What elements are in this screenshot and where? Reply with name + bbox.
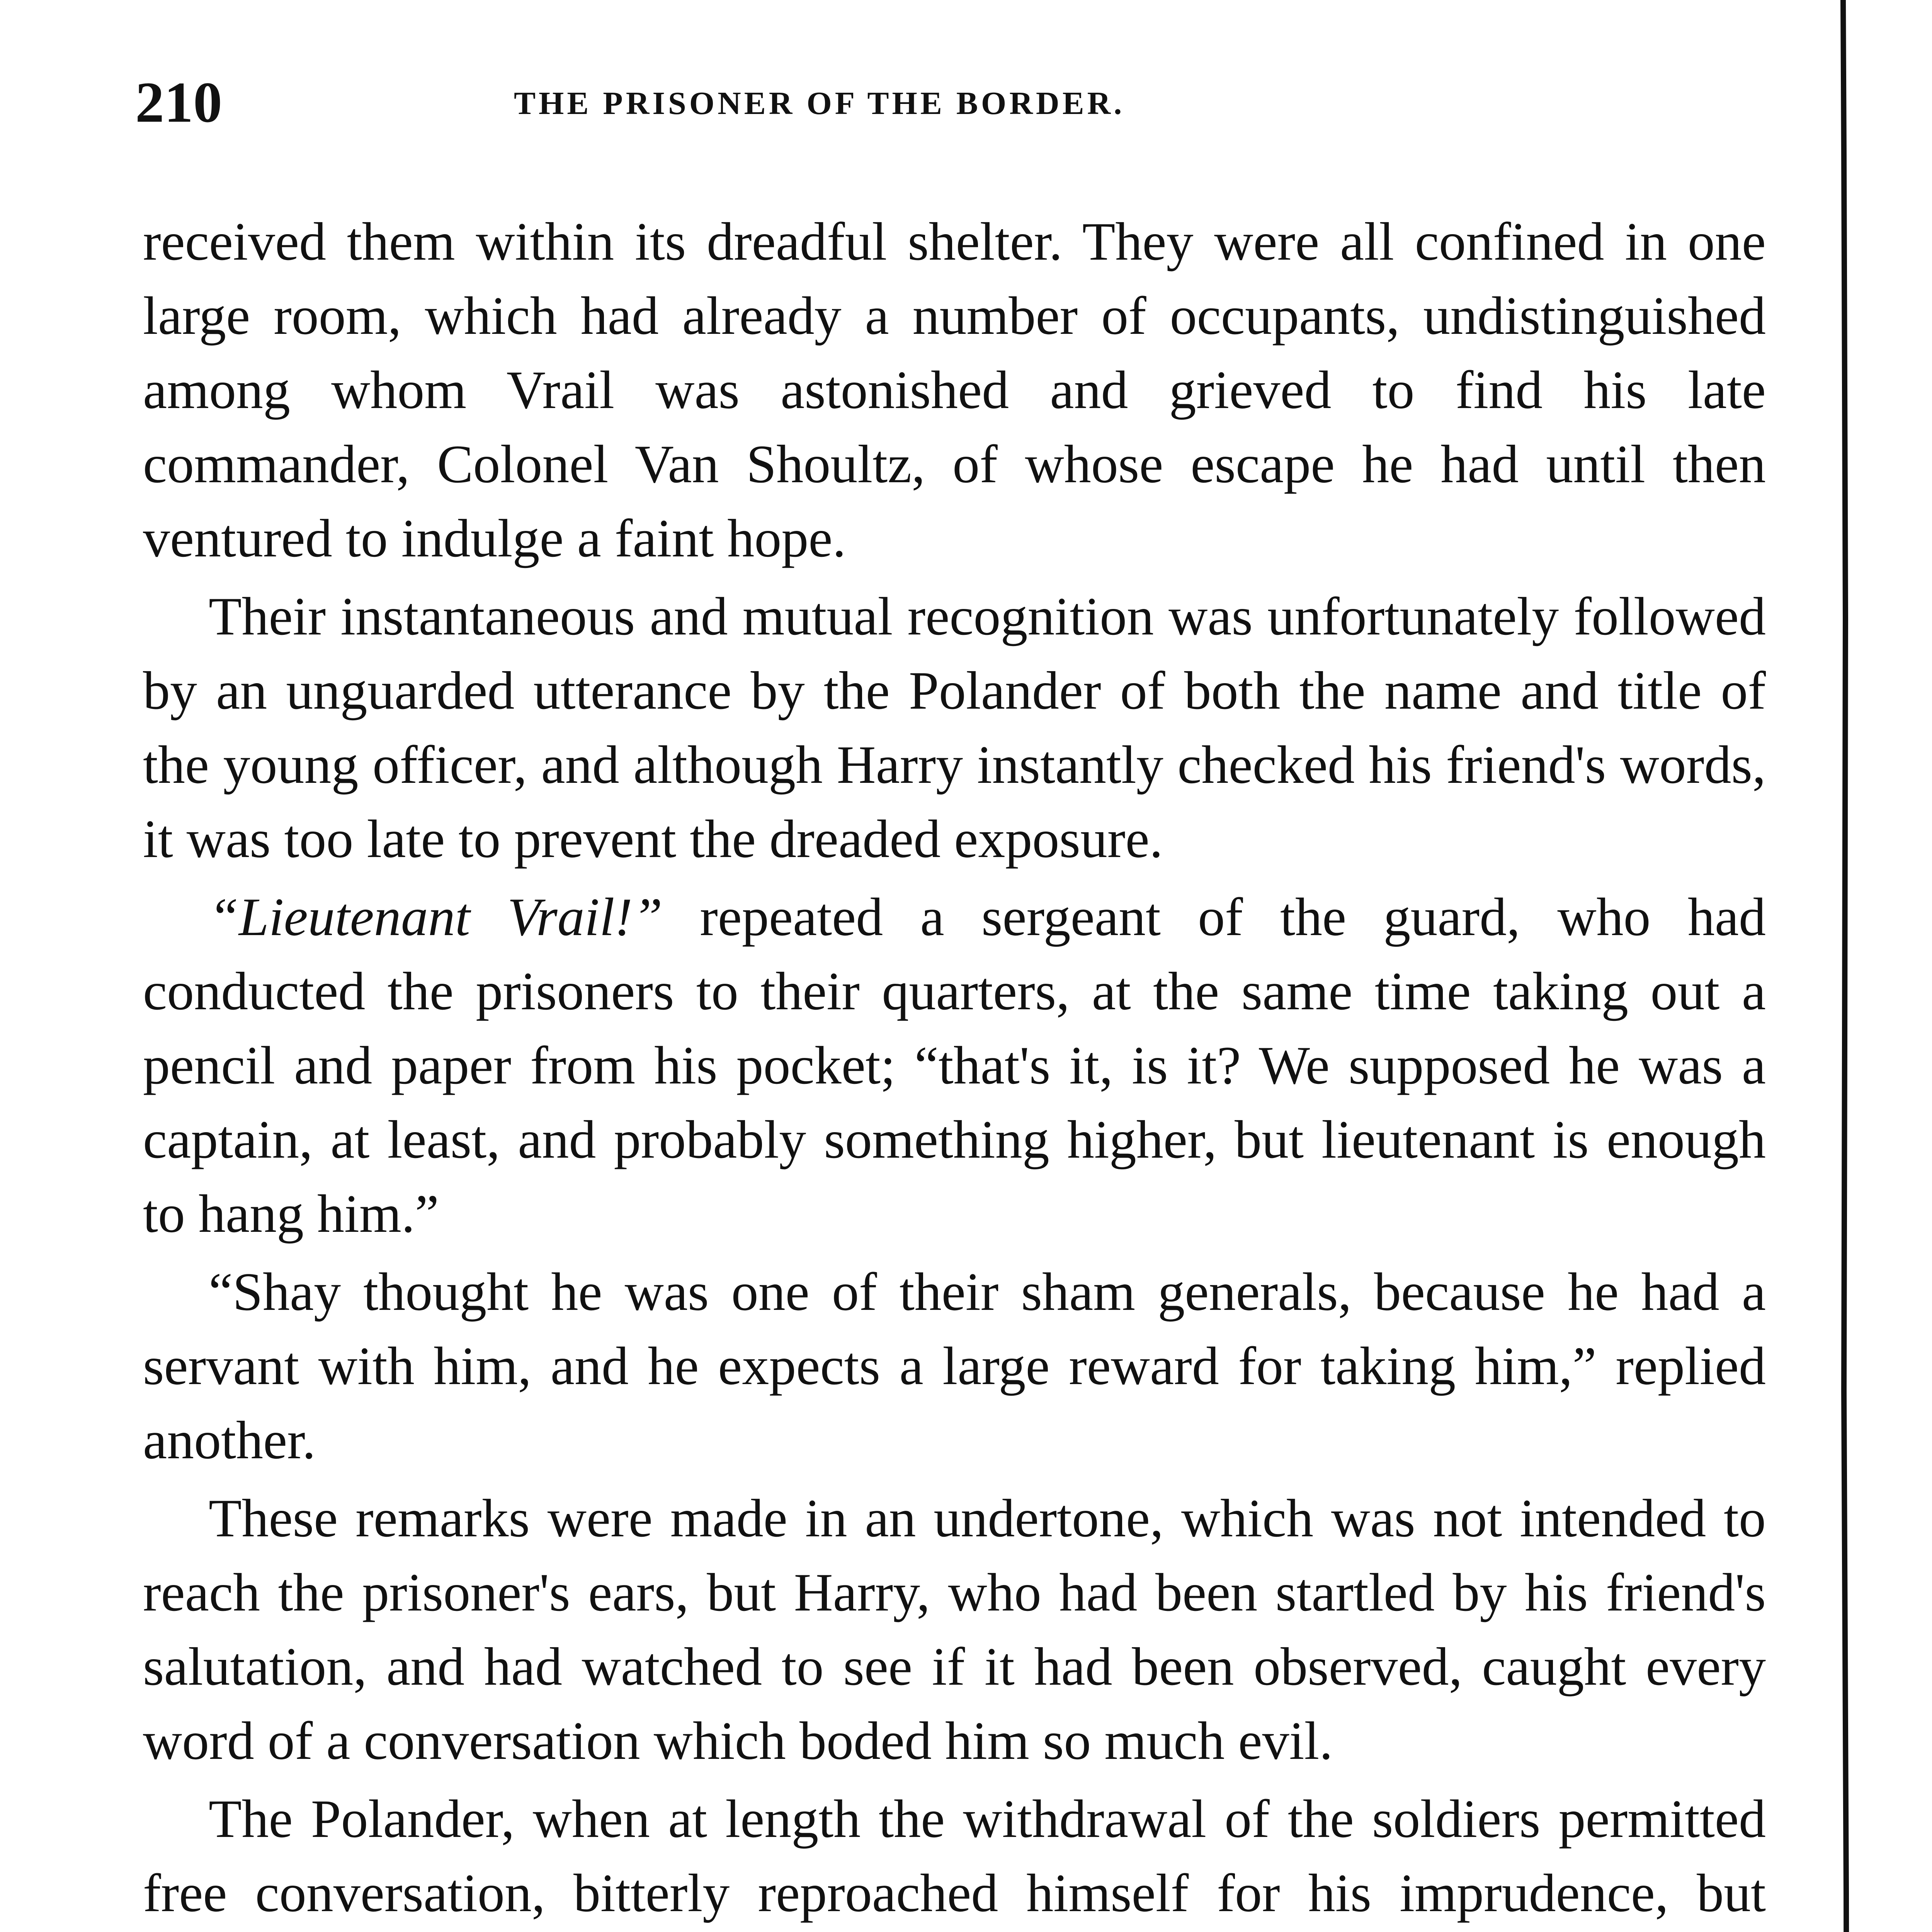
paragraph-3 <box>143 880 1766 1251</box>
page-number: 210 <box>135 70 222 134</box>
paragraph-3-text: repeated a sergeant of the guard, who had conducted the prisoners to their quarters, at the same time taking out a pencil and paper from his pocket; “that's it, is it? We supposed he was a captain, at least, and probably something higher, but lieutenant is enough to hang him.” <box>143 887 1766 1244</box>
paragraph-5: These remarks were made in an undertone, which was not intended to reach the prisoner's ears, but Harry, who had been startled by his friend's salutation, and had watched to see if it had been observed, caught every word of a conversation which boded him so much evil. <box>143 1488 1766 1771</box>
running-head: THE PRISONER OF THE BORDER. <box>514 85 1125 121</box>
paragraph-6: The Polander, when at length the withdrawal of the soldiers permitted free conversation, bitterly reproached himself for his imprudence, but <box>143 1789 1766 1923</box>
paragraph-1: received them within its dreadful shelter. They were all confined in one large room, which had already a number of occupants, undistinguished among whom Vrail was astonished and grieved to find his late commander, Colonel Van Shoultz, of whose escape he had until then ventured to indulge a faint hope. <box>143 212 1766 568</box>
body-text <box>143 205 1766 1932</box>
page-header <box>135 68 1797 137</box>
paragraph-2: Their instantaneous and mutual recognition was unfortunately followed by an unguarded utterance by the Polander of both the name and title of the young officer, and although Harry instantly checked his friend's words, it was too late to prevent the dreaded exposure. <box>143 587 1766 869</box>
italic-quote: “Lieutenant Vrail!” <box>209 887 663 947</box>
paragraph-4: “Shay thought he was one of their sham generals, because he had a servant with him, and he expects a large reward for taking him,” replied another. <box>143 1262 1766 1470</box>
binding-edge <box>1835 0 1889 1932</box>
